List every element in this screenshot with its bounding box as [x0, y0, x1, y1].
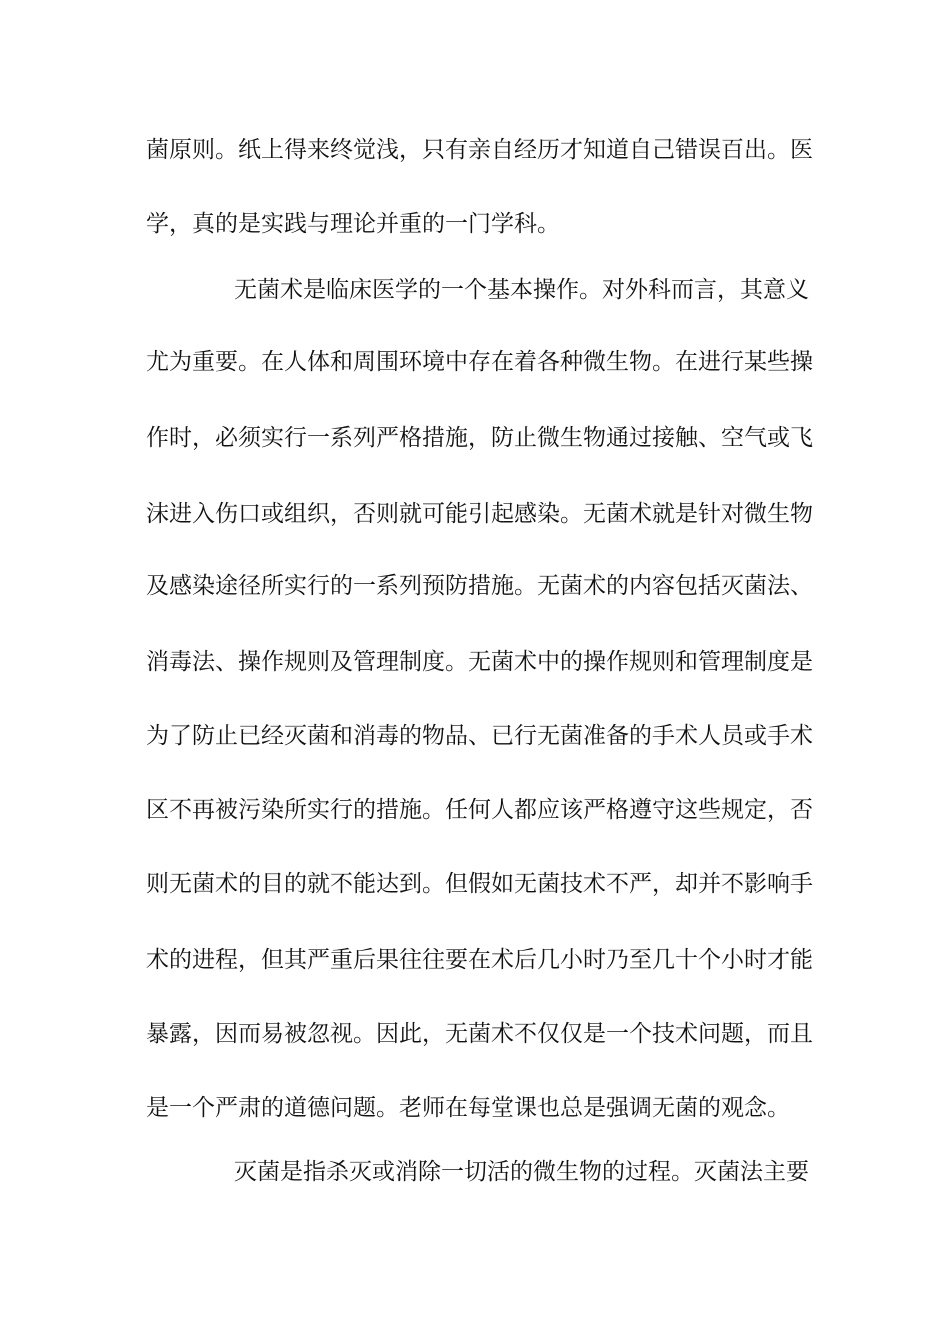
text-line: 及感染途径所实行的一系列预防措施。无菌术的内容包括灭菌法、 — [146, 573, 813, 599]
text-line: 区不再被污染所实行的措施。任何人都应该严格遵守这些规定，否 — [146, 797, 813, 823]
text-line: 菌原则。纸上得来终觉浅，只有亲自经历才知道自己错误百出。医 — [146, 137, 813, 163]
text-line: 则无菌术的目的就不能达到。但假如无菌技术不严，却并不影响手 — [146, 871, 813, 897]
text-line: 术的进程，但其严重后果往往要在术后几小时乃至几十个小时才能 — [146, 947, 813, 973]
text-line: 沫进入伤口或组织，否则就可能引起感染。无菌术就是针对微生物 — [146, 501, 813, 527]
text-line: 暴露，因而易被忽视。因此，无菌术不仅仅是一个技术问题，而且 — [146, 1021, 813, 1047]
text-line: 学，真的是实践与理论并重的一门学科。 — [146, 211, 560, 237]
text-line: 为了防止已经灭菌和消毒的物品、已行无菌准备的手术人员或手术 — [146, 723, 813, 749]
text-line: 是一个严肃的道德问题。老师在每堂课也总是强调无菌的观念。 — [146, 1095, 790, 1121]
text-line: 作时，必须实行一系列严格措施，防止微生物通过接触、空气或飞 — [146, 425, 813, 451]
paragraph-first-line: 灭菌是指杀灭或消除一切活的微生物的过程。灭菌法主要 — [234, 1159, 809, 1185]
paragraph-first-line: 无菌术是临床医学的一个基本操作。对外科而言，其意义 — [234, 277, 809, 303]
text-line: 消毒法、操作规则及管理制度。无菌术中的操作规则和管理制度是 — [146, 649, 813, 675]
text-line: 尤为重要。在人体和周围环境中存在着各种微生物。在进行某些操 — [146, 349, 813, 375]
